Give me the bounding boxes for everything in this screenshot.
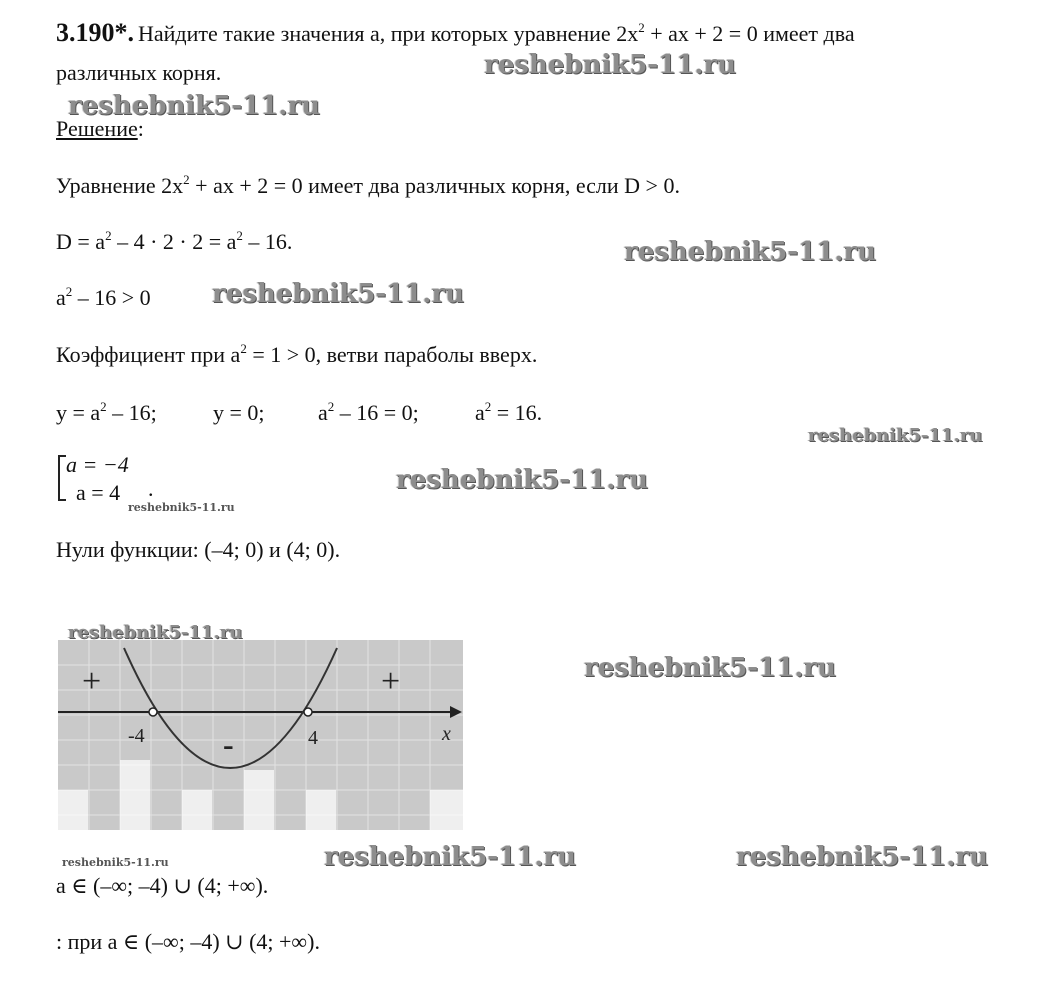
solution-line-5c: $a^2 - 16 = 0$; bbox=[318, 399, 419, 425]
watermark: reshebnik5-11.ru bbox=[808, 425, 983, 446]
minus-label: - bbox=[223, 726, 234, 762]
axis-x-label: x bbox=[442, 723, 451, 745]
root-point-left bbox=[149, 708, 157, 716]
problem-number: 3.190*. bbox=[56, 18, 134, 47]
watermark: reshebnik5-11.ru bbox=[324, 842, 577, 872]
system-bracket bbox=[58, 455, 66, 501]
system-line-2: a = 4 bbox=[76, 480, 121, 505]
solution-line-1: Уравнение $2x^2$ + ax + 2 = 0 имеет два различных корня, если D > 0. bbox=[56, 172, 680, 198]
watermark: reshebnik5-11.ru bbox=[396, 465, 649, 495]
root-left-label: -4 bbox=[128, 725, 145, 747]
result-line: a ∈ (–∞; –4) ∪ (4; +∞). bbox=[56, 873, 269, 898]
problem-text-line2: различных корня. bbox=[56, 60, 222, 85]
system-line-1: a = −4 bbox=[66, 452, 129, 477]
watermark: reshebnik5-11.ru bbox=[484, 50, 737, 80]
zeros-line: Нули функции: (–4; 0) и (4; 0). bbox=[56, 537, 341, 562]
watermark: reshebnik5-11.ru bbox=[68, 622, 243, 643]
watermark: reshebnik5-11.ru bbox=[584, 653, 837, 683]
watermark: reshebnik5-11.ru bbox=[128, 501, 235, 514]
root-right-label: 4 bbox=[308, 727, 318, 749]
answer-line: : при a ∈ (–∞; –4) ∪ (4; +∞). bbox=[56, 929, 320, 954]
watermark: reshebnik5-11.ru bbox=[68, 91, 321, 121]
solution-line-5d: $a^2 = 16$. bbox=[475, 399, 543, 425]
problem-text-line1: Найдите такие значения a, при которых уравнение $2x^2$ + ax + 2 = 0 имеет два bbox=[138, 20, 855, 46]
watermark: reshebnik5-11.ru bbox=[624, 237, 877, 267]
solution-line-3: $a^2 - 16 > 0$ bbox=[56, 284, 151, 310]
watermark: reshebnik5-11.ru bbox=[62, 856, 169, 869]
plus-right-label: + bbox=[381, 663, 401, 700]
solution-line-4: Коэффициент при $a^2 = 1 > 0$, ветви параболы вверх. bbox=[56, 341, 538, 367]
solution-line-5a: $y = a^2 - 16$; bbox=[56, 399, 157, 425]
parabola-graph bbox=[58, 640, 478, 850]
plus-left-label: + bbox=[82, 663, 102, 700]
watermark: reshebnik5-11.ru bbox=[736, 842, 989, 872]
root-point-right bbox=[304, 708, 312, 716]
solution-line-2: $D = a^2 - 4 \cdot 2 \cdot 2 = a^2 - 16$. bbox=[56, 228, 293, 254]
problem-statement bbox=[56, 18, 855, 48]
watermark: reshebnik5-11.ru bbox=[212, 279, 465, 309]
system-dot: . bbox=[148, 476, 154, 501]
solution-line-5b: y = 0; bbox=[213, 400, 265, 425]
solution-heading: Решение: bbox=[56, 116, 144, 141]
